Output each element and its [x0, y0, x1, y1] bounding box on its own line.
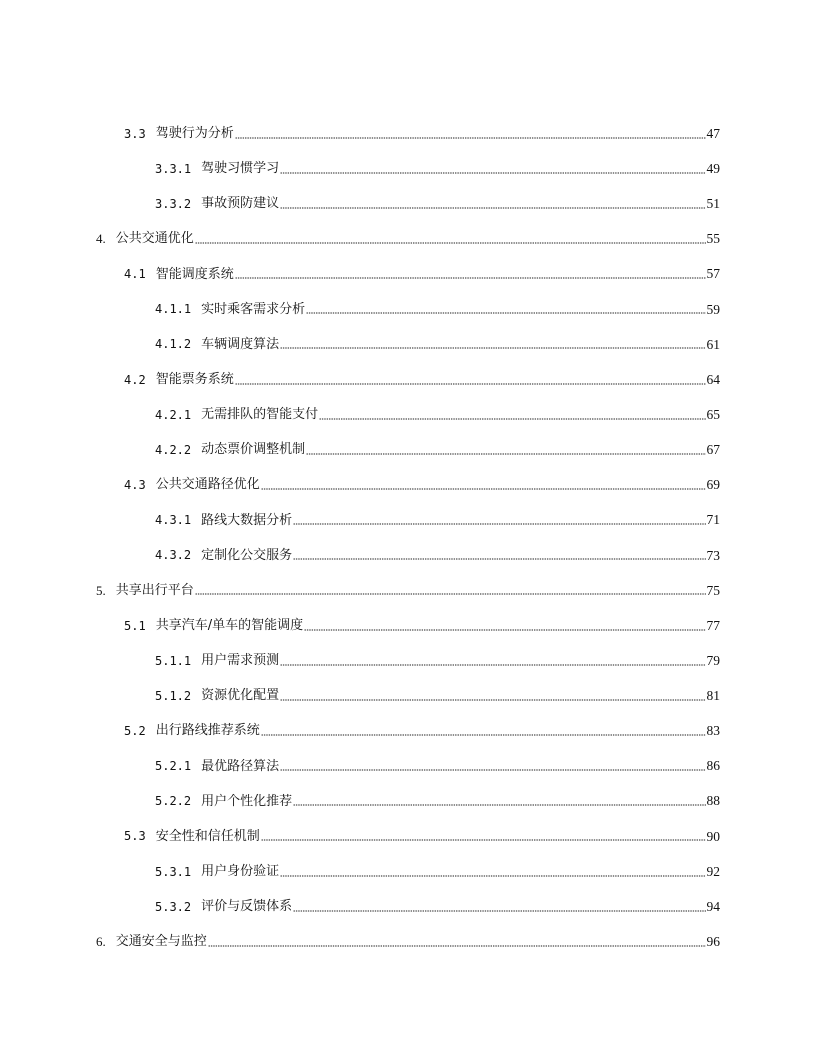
toc-dot-leader [280, 875, 705, 877]
toc-dot-leader [261, 488, 706, 490]
toc-entry-title: 无需排队的智能支付 [201, 407, 319, 423]
toc-dot-leader [235, 383, 706, 385]
toc-entry-page-number: 81 [706, 688, 720, 704]
toc-entry-page-number: 61 [706, 336, 720, 352]
table-of-contents [0, 116, 816, 959]
toc-entry[interactable] [0, 503, 816, 538]
toc-entry-page-number: 57 [706, 266, 720, 282]
toc-entry-title: 安全性和信任机制 [155, 828, 260, 844]
toc-entry[interactable] [0, 819, 816, 854]
toc-entry-title: 用户个性化推荐 [201, 793, 293, 809]
toc-entry[interactable] [0, 292, 816, 327]
toc-entry[interactable] [0, 889, 816, 924]
toc-entry[interactable] [0, 573, 816, 608]
toc-dot-leader [306, 312, 705, 314]
toc-entry-number: 4.2.2 [155, 442, 192, 457]
toc-entry[interactable] [0, 538, 816, 573]
toc-entry[interactable] [0, 924, 816, 959]
toc-entry-page-number: 69 [706, 477, 720, 493]
toc-entry-title: 交通安全与监控 [115, 934, 207, 950]
toc-dot-leader [280, 347, 705, 349]
toc-entry-page-number: 83 [706, 723, 720, 739]
toc-entry-number: 3.3.2 [155, 196, 192, 211]
toc-entry-title: 路线大数据分析 [201, 512, 293, 528]
toc-dot-leader [293, 804, 705, 806]
toc-entry-number: 4.1.1 [155, 302, 192, 317]
toc-entry-page-number: 71 [706, 512, 720, 528]
toc-dot-leader [195, 242, 706, 244]
toc-entry[interactable] [0, 116, 816, 151]
toc-entry-page-number: 79 [706, 652, 720, 668]
toc-entry[interactable] [0, 643, 816, 678]
toc-entry[interactable] [0, 467, 816, 502]
toc-entry-title: 定制化公交服务 [201, 547, 293, 563]
toc-entry[interactable] [0, 186, 816, 221]
toc-entry-page-number: 94 [706, 898, 720, 914]
toc-entry-title: 驾驶习惯学习 [201, 161, 280, 177]
toc-dot-leader [280, 664, 705, 666]
toc-entry-title: 实时乘客需求分析 [201, 301, 306, 317]
toc-entry[interactable] [0, 327, 816, 362]
toc-entry[interactable] [0, 784, 816, 819]
toc-entry-number: 4.3.2 [155, 548, 192, 563]
toc-entry[interactable] [0, 221, 816, 256]
toc-entry-page-number: 86 [706, 758, 720, 774]
toc-entry-number: 4.2.1 [155, 407, 192, 422]
toc-entry-page-number: 92 [706, 863, 720, 879]
toc-entry-number: 5.2 [124, 723, 146, 738]
toc-entry-number: 5.3.1 [155, 864, 192, 879]
toc-entry-number: 5.1.2 [155, 688, 192, 703]
toc-entry-title: 智能调度系统 [155, 266, 234, 282]
toc-entry-title: 事故预防建议 [201, 196, 280, 212]
toc-entry-page-number: 51 [706, 196, 720, 212]
toc-dot-leader [235, 277, 706, 279]
toc-entry-number: 4.3.1 [155, 513, 192, 528]
toc-entry[interactable] [0, 749, 816, 784]
toc-entry-page-number: 49 [706, 160, 720, 176]
toc-entry[interactable] [0, 432, 816, 467]
toc-dot-leader [280, 172, 705, 174]
toc-entry-title: 共享出行平台 [115, 582, 194, 598]
toc-entry-page-number: 73 [706, 547, 720, 563]
toc-dot-leader [304, 629, 705, 631]
toc-entry-number: 4.2 [124, 372, 146, 387]
toc-dot-leader [235, 137, 706, 139]
toc-entry-page-number: 88 [706, 793, 720, 809]
toc-entry[interactable] [0, 608, 816, 643]
toc-entry[interactable] [0, 362, 816, 397]
toc-entry-page-number: 77 [706, 617, 720, 633]
toc-dot-leader [280, 769, 705, 771]
toc-entry-number: 3.3.1 [155, 161, 192, 176]
toc-entry-number: 5.3 [124, 829, 146, 844]
toc-entry-number: 3.3 [124, 126, 146, 141]
toc-dot-leader [293, 523, 705, 525]
toc-entry-title: 评价与反馈体系 [201, 899, 293, 915]
toc-entry[interactable] [0, 713, 816, 748]
toc-entry-title: 智能票务系统 [155, 372, 234, 388]
toc-entry-page-number: 64 [706, 371, 720, 387]
toc-entry-number: 5.1 [124, 618, 146, 633]
toc-dot-leader [280, 207, 705, 209]
toc-entry-title: 车辆调度算法 [201, 336, 280, 352]
toc-dot-leader [261, 734, 706, 736]
toc-entry-page-number: 75 [706, 582, 720, 598]
toc-entry-title: 公共交通优化 [115, 231, 194, 247]
toc-entry-title: 共享汽车/单车的智能调度 [155, 618, 304, 634]
toc-dot-leader [261, 839, 706, 841]
toc-entry-number: 4. [96, 231, 106, 247]
toc-dot-leader [208, 945, 706, 947]
toc-entry-page-number: 96 [706, 934, 720, 950]
toc-entry[interactable] [0, 257, 816, 292]
toc-dot-leader [195, 593, 706, 595]
toc-entry-number: 5.2.1 [155, 759, 192, 774]
toc-entry[interactable] [0, 678, 816, 713]
toc-entry[interactable] [0, 854, 816, 889]
toc-entry-title: 用户需求预测 [201, 653, 280, 669]
toc-entry-title: 出行路线推荐系统 [155, 723, 260, 739]
toc-entry-title: 资源优化配置 [201, 688, 280, 704]
toc-entry-number: 5.3.2 [155, 899, 192, 914]
toc-entry-page-number: 67 [706, 442, 720, 458]
toc-entry-page-number: 59 [706, 301, 720, 317]
toc-entry-page-number: 65 [706, 406, 720, 422]
toc-dot-leader [280, 699, 705, 701]
toc-dot-leader [293, 558, 705, 560]
toc-entry-number: 5.2.2 [155, 794, 192, 809]
toc-entry-number: 4.1 [124, 267, 146, 282]
toc-entry-page-number: 90 [706, 828, 720, 844]
toc-entry[interactable] [0, 151, 816, 186]
toc-entry-number: 4.3 [124, 477, 146, 492]
toc-dot-leader [306, 453, 705, 455]
toc-entry-number: 5.1.1 [155, 653, 192, 668]
toc-entry-title: 用户身份验证 [201, 864, 280, 880]
toc-entry[interactable] [0, 397, 816, 432]
toc-entry-page-number: 47 [706, 125, 720, 141]
toc-entry-number: 4.1.2 [155, 337, 192, 352]
toc-entry-title: 最优路径算法 [201, 758, 280, 774]
toc-entry-number: 5. [96, 582, 106, 598]
toc-entry-title: 驾驶行为分析 [155, 126, 234, 142]
toc-entry-title: 动态票价调整机制 [201, 442, 306, 458]
toc-dot-leader [319, 418, 705, 420]
toc-entry-title: 公共交通路径优化 [155, 477, 260, 493]
toc-dot-leader [293, 910, 705, 912]
toc-entry-number: 6. [96, 934, 106, 950]
toc-entry-page-number: 55 [706, 231, 720, 247]
